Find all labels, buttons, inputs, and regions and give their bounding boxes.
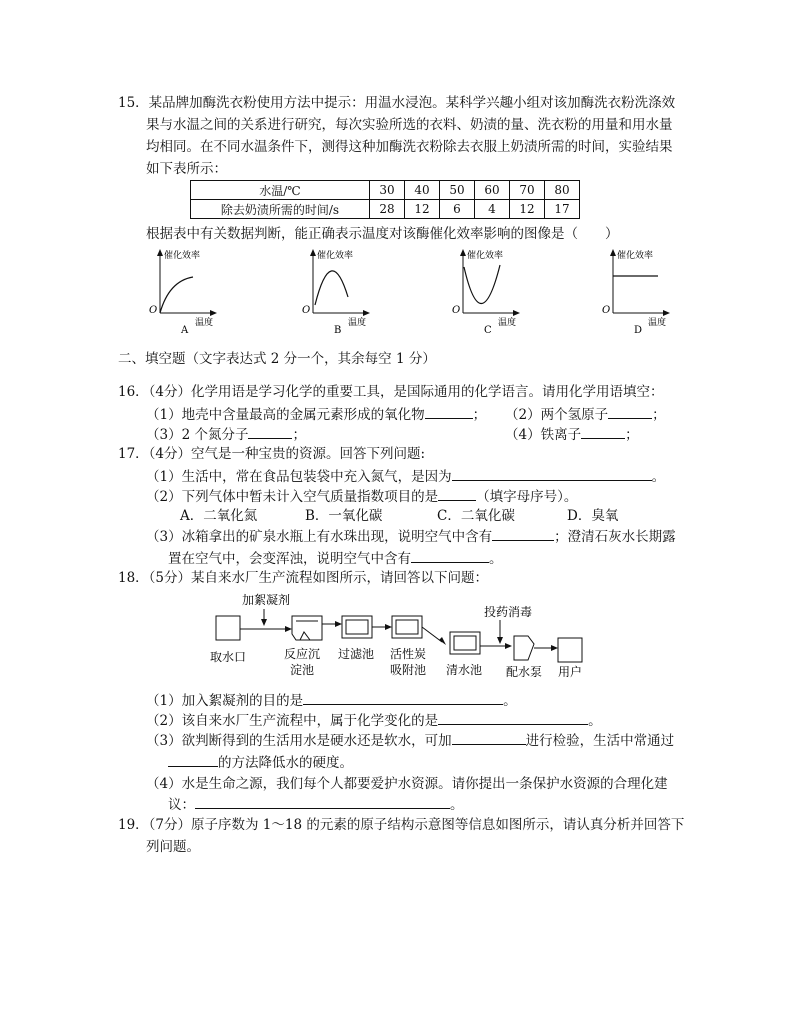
graph-c-option: C [484,325,492,335]
q16-part-3-text: （3）2 个氮分子 [146,427,249,443]
q15-data-table [190,180,580,219]
answer-blank[interactable] [581,424,625,439]
table-cell: 30 [370,181,405,200]
q16-part-2 [505,404,666,425]
graph-b-option: B [334,325,342,335]
q17-option-b: B．一氧化碳 [305,508,383,524]
q17-end: 。 [489,551,503,567]
q18-part-2 [146,710,602,731]
q17-option-c: C．二氧化碳 [437,508,515,524]
graph-c [448,245,548,335]
flow-clear-label: 清水池 [446,663,483,677]
q18-end: 。 [503,693,517,709]
table-cell: 12 [510,200,545,219]
q18-stem: 18．（5分）某自来水厂生产流程如图所示，请回答以下问题： [118,570,489,586]
flow-intake-box [216,616,240,640]
flow-user-label: 用户 [558,665,583,679]
q17-option-d: D．臭氧 [567,508,619,524]
q16-part-1-text: （1）地壳中含量最高的金属元素形成的氧化物 [146,407,425,423]
table-header-cell: 除去奶渍所需的时间/s [191,200,370,219]
arrow-down-icon [261,619,267,626]
flow-pump-label: 配水泵 [506,665,543,679]
graph-b-curve [315,271,348,305]
q16-part-1 [146,404,486,425]
answer-blank[interactable] [168,752,218,767]
table-cell: 40 [405,181,440,200]
q18-part-2-text: （2）该自来水厂生产流程中，属于化学变化的是 [146,713,439,729]
graph-b-x-label: 温度 [348,318,367,328]
flow-carbon-label-2: 吸附池 [390,663,427,677]
flow-settle-label-2: 淀池 [290,663,315,677]
answer-blank[interactable] [438,710,588,725]
q18-part-3c [168,752,353,773]
flow-user-box [558,638,582,662]
flow-settle-label-1: 反应沉 [284,647,321,661]
q15-line-4: 如下表所示： [146,161,227,177]
table-cell: 50 [440,181,475,200]
answer-blank[interactable] [438,486,476,501]
q18-part-4b-text: 议： [168,797,195,813]
q18-part-4b [168,794,464,815]
flow-add-coagulant: 加絮凝剂 [242,593,291,607]
q15-question: 根据表中有关数据判断，能正确表示温度对该酶催化效率影响的图像是（ ） [146,226,619,242]
graph-b-y-label: 催化效率 [317,251,354,261]
graph-a-option: A [181,325,189,335]
answer-blank[interactable] [248,424,292,439]
answer-blank[interactable] [303,690,503,705]
q17-part-1-text: （1）生活中，常在食品包装袋中充入氮气，是因为 [146,469,452,485]
q18-part-4a: （4）水是生命之源，我们每个人都要爱护水资源。请你提出一条保护水资源的合理化建 [146,776,668,792]
q17-part-2-end: （填字母序号）。 [476,489,578,505]
graph-c-y-label: 催化效率 [467,251,504,261]
table-row [191,200,580,219]
q17-part-1 [146,466,665,487]
graph-a [145,245,245,335]
graph-c-x-label: 温度 [498,318,517,328]
q16-stem: 16．（4分）化学用语是学习化学的重要工具，是国际通用的化学语言。请用化学用语填空： [118,384,664,400]
q18-end: 。 [588,713,602,729]
flow-disinfect: 投药消毒 [484,605,533,619]
graph-a-x-label: 温度 [195,318,214,328]
answer-blank[interactable] [195,794,450,809]
table-cell: 4 [475,200,510,219]
q19-line-1: 19．（7分）原子序数为 1～18 的元素的原子结构示意图等信息如图所示，请认真分析并回答下 [118,817,685,833]
q18-part-3a-text: （3）欲判断得到的生活用水是硬水还是软水，可加 [146,733,452,749]
q15-line-3: 均相同。在不同水温条件下，测得这种加酶洗衣粉除去衣服上奶渍所需的时间，实验结果 [146,139,673,155]
q17-part-2 [146,486,577,507]
q18-part-3a [146,730,674,751]
table-cell: 80 [545,181,580,200]
graph-d-x-label: 温度 [648,318,667,328]
answer-blank[interactable] [425,404,473,419]
q16-part-2-text: （2）两个氢原子 [505,407,609,423]
q18-part-1 [146,690,517,711]
flow-filter-label: 过滤池 [338,647,375,661]
arrow-right-icon [385,624,392,630]
q16-separator: ； [292,427,306,443]
table-cell: 6 [440,200,475,219]
q17-part-2-text: （2）下列气体中暂未计入空气质量指数项目的是 [146,489,439,505]
q17-option-a: A．二氧化氮 [180,508,258,524]
q17-part-3a-text: （3）冰箱拿出的矿泉水瓶上有水珠出现，说明空气中含有 [146,529,493,545]
graph-b [298,245,398,335]
q17-part-3c-text: 置在空气中，会变浑浊，说明空气中含有 [168,551,411,567]
answer-blank[interactable] [452,730,526,745]
table-cell: 17 [545,200,580,219]
graph-a-y-label: 催化效率 [164,251,201,261]
q17-stem: 17．（4分）空气是一种宝贵的资源。回答下列问题: [118,446,426,462]
graph-d [598,245,698,335]
q17-part-3a [146,526,676,547]
q16-part-3 [146,424,306,445]
answer-blank[interactable] [492,526,554,541]
table-row [191,181,580,200]
water-treatment-flow-diagram [200,588,620,688]
graph-b-origin: O [302,305,311,316]
q16-part-4-text: （4）铁离子 [505,427,582,443]
arrow-right-icon [505,643,512,649]
q17-part-3c [168,548,503,569]
flow-carbon-label-1: 活性炭 [390,647,427,661]
answer-blank[interactable] [452,466,652,481]
q16-separator: ； [625,427,639,443]
arrow-down-icon [497,637,503,644]
q18-part-3b-text: 进行检验，生活中常通过 [525,733,675,749]
flow-pump [514,636,534,660]
graph-a-curve [160,277,193,313]
q16-separator: ； [472,407,487,423]
flow-intake-label: 取水口 [210,650,247,664]
answer-blank[interactable] [411,548,489,563]
q15-line-1: 15．某品牌加酶洗衣粉使用方法中提示：用温水浸泡。某科学兴趣小组对该加酶洗衣粉洗涤效 [118,95,676,111]
graph-d-option: D [634,325,643,335]
table-header-cell: 水温/℃ [191,181,370,200]
table-cell: 60 [475,181,510,200]
section-title: 二、填空题（文字表达式 2 分一个，其余每空 1 分） [118,351,436,367]
table-cell: 28 [370,200,405,219]
q18-end: 。 [450,797,464,813]
graph-d-origin: O [602,305,611,316]
table-cell: 70 [510,181,545,200]
q19-line-2: 列问题。 [146,839,200,855]
answer-blank[interactable] [608,404,652,419]
q15-line-2: 果与水温之间的关系进行研究，每次实验所选的衣料、奶渍的量、洗衣粉的用量和用水量 [146,117,673,133]
q18-part-1-text: （1）加入絮凝剂的目的是 [146,693,304,709]
arrow-right-icon [285,626,292,632]
arrow-right-icon [551,645,558,651]
table-cell: 12 [405,200,440,219]
arrow-right-icon [335,621,342,627]
graph-c-origin: O [452,305,461,316]
graph-a-origin: O [149,305,158,316]
q16-part-4 [505,424,639,445]
q16-separator: ； [652,407,666,423]
graph-c-curve [464,265,500,304]
q17-part-3b-text: ；澄清石灰水长期露 [554,529,676,545]
graph-d-y-label: 催化效率 [617,251,654,261]
q17-end: 。 [651,469,666,485]
q18-part-3c-text: 的方法降低水的硬度。 [218,755,353,771]
